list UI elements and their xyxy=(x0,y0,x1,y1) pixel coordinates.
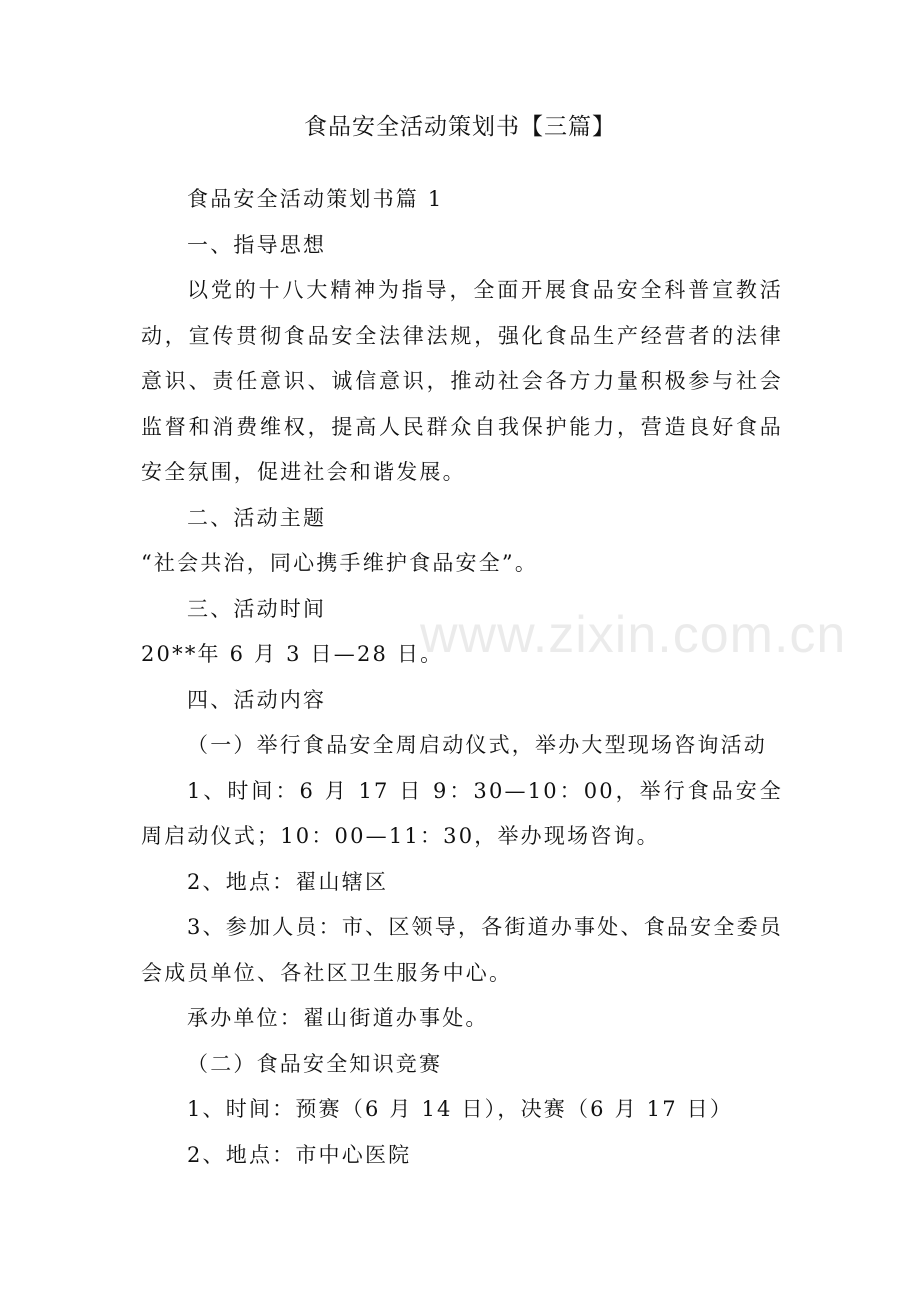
paragraph-launch-location: 2、地点：翟山辖区 xyxy=(187,869,389,894)
section-heading-part1: 食品安全活动策划书篇 1 xyxy=(187,187,444,211)
heading-activity-content: 四、活动内容 xyxy=(187,687,327,712)
paragraph-guiding-ideology: 以党的十八大精神为指导，全面开展食品安全科普宣教活动，宣传贯彻食品安全法律法规，强化食品生产经营者的法律意识、责任意识、诚信意识，推动社会各方力量积极参与社会监督和消费维权，提高人民群众自我保护能力，营造良好食品安全氛围，促进社会和谐发展。 xyxy=(141,278,783,484)
paragraph-contest-time: 1、时间：预赛（6 月 14 日），决赛（6 月 17 日） xyxy=(187,1097,734,1121)
paragraph-launch-participants: 3、参加人员：市、区领导，各街道办事处、食品安全委员会成员单位、各社区卫生服务中心。 xyxy=(141,915,783,985)
heading-activity-theme: 二、活动主题 xyxy=(187,505,327,530)
document-body xyxy=(141,177,783,1178)
heading-activity-time: 三、活动时间 xyxy=(187,596,327,621)
paragraph-launch-organizer: 承办单位：翟山街道办事处。 xyxy=(187,1006,489,1030)
document-title: 食品安全活动策划书【三篇】 xyxy=(304,114,616,140)
paragraph-activity-theme: “社会共治，同心携手维护食品安全”。 xyxy=(141,551,539,575)
watermark: www.zixin.com.cn xyxy=(420,606,847,664)
heading-guiding-ideology: 一、指导思想 xyxy=(187,232,327,257)
subheading-knowledge-contest: （二）食品安全知识竞赛 xyxy=(187,1051,443,1076)
paragraph-contest-location: 2、地点：市中心医院 xyxy=(187,1142,412,1167)
paragraph-launch-time: 1、时间：6 月 17 日 9：30—10：00，举行食品安全周启动仪式；10：00—11：30，举办现场咨询。 xyxy=(141,778,783,848)
subheading-launch-ceremony: （一）举行食品安全周启动仪式，举办大型现场咨询活动 xyxy=(187,733,767,757)
paragraph-activity-time: 20**年 6 月 3 日—28 日。 xyxy=(141,642,444,666)
